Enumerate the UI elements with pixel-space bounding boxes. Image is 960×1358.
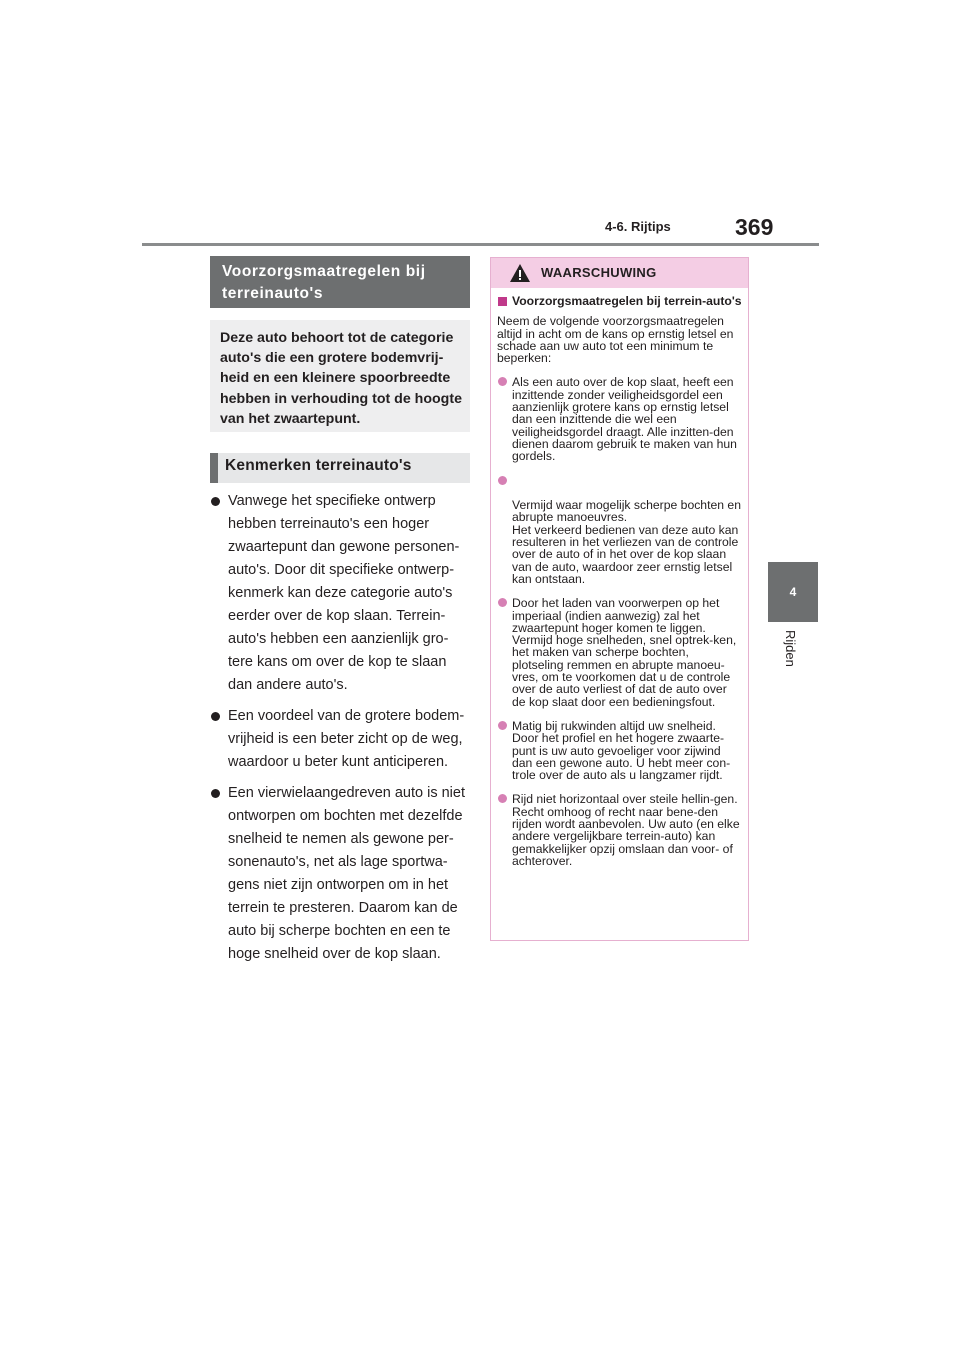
chapter-label xyxy=(776,628,810,668)
subsection-heading xyxy=(210,453,470,483)
warning-item-text: Matig bij rukwinden altijd uw snelheid. Door het profiel en het hogere zwaarte-punt is uw auto gevoeliger voor zijwind dan een gewone auto. U hebt meer con-trole over de auto als u langzamer rijdt. xyxy=(512,718,731,783)
chapter-tab[interactable]: 4 xyxy=(768,562,818,622)
intro-box xyxy=(210,320,470,432)
warning-subheading xyxy=(497,295,742,307)
square-bullet-icon xyxy=(498,297,507,306)
warning-item xyxy=(497,597,742,708)
warning-header xyxy=(491,258,748,288)
header-rule xyxy=(142,243,819,246)
warning-item-text: Door het laden van voorwerpen op het imperiaal (indien aanwezig) zal het zwaartepunt hoger komen te liggen. Vermijd hoge snelheden, snel optrek-ken, het maken van scherpe bochten, plotseling remmen en abrupte manoeu-vres, om te voorkomen dat u de controle over de auto verliest of dat de auto over de kop slaat door een bedieningsfout. xyxy=(512,596,737,709)
section-heading xyxy=(210,256,470,308)
subsection-heading-text: Kenmerken terreinauto's xyxy=(225,457,412,474)
page-number: 369 xyxy=(735,214,774,240)
bullet-dot-icon xyxy=(498,377,507,386)
bullet-dot-icon xyxy=(498,794,507,803)
warning-title: WAARSCHUWING xyxy=(541,265,657,280)
section-reference: 4-6. Rijtips xyxy=(605,219,671,234)
list-item xyxy=(210,705,470,774)
list-item-text: Een vierwielaangedreven auto is niet ontworpen om bochten met dezelfde snelheid te nemen als gewone per-sonenauto's, net als lage sportwa-gens niet zijn ontworpen om in het terrein te presteren. Daarom kan de auto bij scherpe bochten en een te hoge snelheid over de kop slaan. xyxy=(228,785,465,962)
warning-box xyxy=(490,257,749,941)
bullet-dot-icon xyxy=(498,476,507,485)
bullet-dot-icon xyxy=(211,789,220,798)
bullet-list xyxy=(210,490,470,974)
heading-accent-bar xyxy=(210,453,218,483)
list-item-text: Vanwege het specifieke ontwerp hebben terreinauto's een hoger zwaartepunt dan gewone personen-auto's. Door dit specifieke ontwerp-kenmerk kan deze categorie auto's eerder over de kop slaan. Terrein-auto's hebben een aanzienlijk gro-tere kans om over de kop te slaan dan andere auto's. xyxy=(228,493,460,693)
bullet-dot-icon xyxy=(498,598,507,607)
warning-body xyxy=(497,295,742,879)
warning-triangle-icon xyxy=(509,263,531,283)
warning-subheading-text: Voorzorgsmaatregelen bij terrein-auto's xyxy=(512,294,742,308)
section-heading-text: Voorzorgsmaatregelen bij terreinauto's xyxy=(222,263,426,302)
warning-item-text: Vermijd waar mogelijk scherpe bochten en abrupte manoeuvres. Het verkeerd bedienen van deze auto kan resulteren in het verliezen van de controle over de auto of in het over de kop slaan van de auto, waardoor zeer ernstig letsel kan ontstaan. xyxy=(512,498,741,586)
bullet-dot-icon xyxy=(498,721,507,730)
list-item xyxy=(210,782,470,966)
bullet-dot-icon xyxy=(211,497,220,506)
chapter-label-text: Rijden xyxy=(783,630,798,667)
warning-item xyxy=(497,475,742,586)
warning-item-text: Als een auto over de kop slaat, heeft een inzittende zonder veiligheidsgordel een aanzienlijk grotere kans op ernstig letsel dan een inzittende die wel een veiligheidsgordel draagt. Alle inzitten-den dienen daarom gebruik te maken van hun gordels. xyxy=(512,375,737,464)
list-item-text: Een voordeel van de grotere bodem-vrijheid is een beter zicht op de weg, waardoor u beter kunt anticiperen. xyxy=(228,708,465,770)
list-item xyxy=(210,490,470,697)
warning-intro: Neem de volgende voorzorgsmaatregelen altijd in acht om de kans op ernstig letsel en schade aan uw auto tot een minimum te beperken: xyxy=(497,314,734,366)
bullet-dot-icon xyxy=(211,712,220,721)
warning-item xyxy=(497,793,742,867)
intro-text: Deze auto behoort tot de categorie auto's die een grotere bodemvrij-heid en een kleinere spoorbreedte hebben in verhouding tot de hoogte van het zwaartepunt. xyxy=(220,330,462,427)
warning-item xyxy=(497,376,742,462)
warning-item-text: Rijd niet horizontaal over steile hellin-gen. Recht omhoog of recht naar bene-den rijden wordt aanbevolen. Uw auto (en elke andere vergelijkbare terrein-auto) kan gemakkelijker opzij omslaan dan voor- of achterover. xyxy=(512,792,740,868)
warning-item xyxy=(497,720,742,781)
